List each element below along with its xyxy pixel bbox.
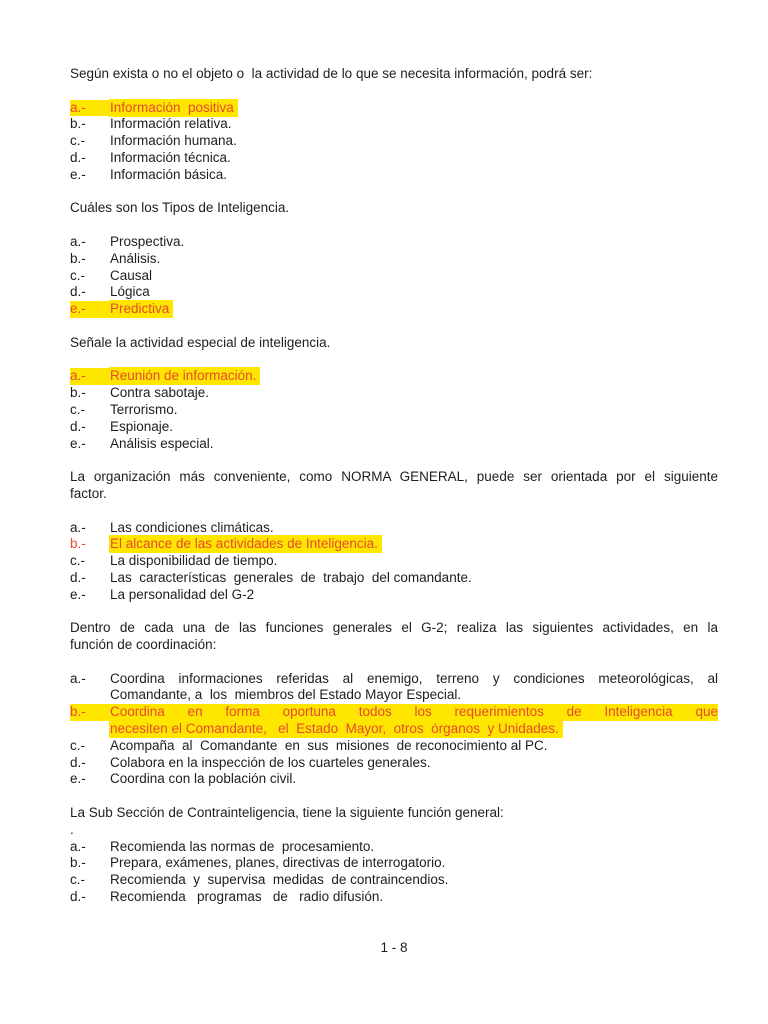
- option-row-highlighted-answer: [70, 368, 718, 385]
- option-line: Espionaje.: [110, 418, 174, 434]
- question-prompt-line: La Sub Sección de Contrainteligencia, tiene la siguiente función general:: [70, 805, 504, 821]
- option-row: [70, 520, 718, 537]
- question-prompt: [70, 200, 718, 217]
- option-label: a.-: [70, 100, 110, 117]
- option-text: [110, 738, 718, 755]
- option-row: [70, 872, 718, 889]
- page-number: 1 - 8: [380, 939, 408, 955]
- highlighted-answer-line: [110, 368, 718, 385]
- question-block: [70, 200, 718, 318]
- option-text: [110, 704, 718, 738]
- option-row: [70, 855, 718, 872]
- option-label: d.-: [70, 284, 86, 300]
- option-text: [110, 167, 718, 184]
- option-line: Acompaña al Comandante en sus misiones de reconocimiento al PC.: [110, 737, 548, 753]
- option-text: [110, 234, 718, 251]
- option-text: [110, 284, 718, 301]
- option-label: c.-: [70, 401, 85, 417]
- highlighted-answer-line: [110, 721, 718, 738]
- option-label: d.-: [70, 418, 86, 434]
- option-label: b.-: [70, 704, 110, 721]
- question-block: [70, 805, 718, 906]
- option-label: b.-: [70, 116, 86, 132]
- option-label: e.-: [70, 586, 86, 602]
- highlighted-answer-line: [110, 301, 718, 318]
- question-prompt: [70, 620, 718, 654]
- option-label: b.-: [70, 385, 86, 401]
- option-line: Coordina informaciones referidas al enemigo, terreno y condiciones meteorológicas, al: [110, 670, 718, 686]
- options-list: [70, 234, 718, 318]
- options-list: [70, 100, 718, 184]
- document-content: [70, 66, 718, 957]
- option-row: [70, 402, 718, 419]
- option-row: [70, 587, 718, 604]
- option-text: [110, 251, 718, 268]
- option-row: [70, 251, 718, 268]
- option-text: [110, 889, 718, 906]
- option-line: Análisis.: [110, 250, 161, 266]
- option-label: c.-: [70, 737, 85, 753]
- option-line: La personalidad del G-2: [110, 586, 255, 602]
- option-text: [110, 839, 718, 856]
- option-row: [70, 116, 718, 133]
- option-label: d.-: [70, 149, 86, 165]
- option-line: Coordina con la población civil.: [110, 771, 297, 787]
- option-line: Las condiciones climáticas.: [110, 519, 274, 535]
- option-line: Prepara, exámenes, planes, directivas de interrogatorio.: [110, 855, 446, 871]
- question-prompt-line: función de coordinación:: [70, 637, 217, 653]
- option-row: [70, 839, 718, 856]
- question-block: [70, 620, 718, 788]
- option-line: Contra sabotaje.: [110, 385, 210, 401]
- option-label: d.-: [70, 889, 86, 905]
- option-row: [70, 167, 718, 184]
- option-text: [110, 402, 718, 419]
- option-label: a.-: [70, 368, 110, 385]
- option-line: Información básica.: [110, 166, 228, 182]
- highlighted-answer-line: Coordina en forma oportuna todos los requerimientos de Inteligencia que: [110, 704, 718, 720]
- question-block: [70, 335, 718, 453]
- options-list: [70, 839, 718, 906]
- option-label: a.-: [70, 670, 86, 686]
- highlight-mark: El alcance de las actividades de Inteligencia.: [109, 535, 382, 553]
- option-text: [110, 436, 718, 453]
- option-row-highlighted-answer: [70, 704, 718, 738]
- option-line: Recomienda y supervisa medidas de contraincendios.: [110, 872, 449, 888]
- option-row: [70, 133, 718, 150]
- option-row: [70, 150, 718, 167]
- option-line: Recomienda las normas de procesamiento.: [110, 838, 375, 854]
- option-label: e.-: [70, 166, 86, 182]
- question-prompt: [70, 335, 718, 352]
- option-row: [70, 671, 718, 705]
- question-prompt-line: Cuáles son los Tipos de Inteligencia.: [70, 200, 290, 216]
- option-row: [70, 738, 718, 755]
- question-prompt: [70, 469, 718, 503]
- option-label: c.-: [70, 553, 85, 569]
- option-text: [110, 368, 718, 385]
- highlight-mark: Reunión de información.: [109, 367, 260, 385]
- option-line: Comandante, a los miembros del Estado Mayor Especial.: [110, 687, 462, 703]
- option-text: [110, 872, 718, 889]
- option-line: Prospectiva.: [110, 233, 185, 249]
- option-row: [70, 771, 718, 788]
- question-prompt-line: Señale la actividad especial de inteligencia.: [70, 334, 331, 350]
- option-line: La disponibilidad de tiempo.: [110, 553, 278, 569]
- option-row: [70, 436, 718, 453]
- option-row: [70, 553, 718, 570]
- option-line: Información humana.: [110, 133, 237, 149]
- option-line: Causal: [110, 267, 153, 283]
- question-prompt-line: La organización más conveniente, como NORMA GENERAL, puede ser orientada por el siguiente: [70, 469, 718, 485]
- option-row: [70, 419, 718, 436]
- option-text: [110, 301, 718, 318]
- option-label: e.-: [70, 771, 86, 787]
- option-text: [110, 520, 718, 537]
- option-row: [70, 268, 718, 285]
- option-text: [110, 570, 718, 587]
- option-row: [70, 570, 718, 587]
- option-label: e.-: [70, 301, 110, 318]
- option-row-highlighted-answer: [70, 100, 718, 117]
- option-line: Recomienda programas de radio difusión.: [110, 889, 384, 905]
- option-text: [110, 771, 718, 788]
- option-row: [70, 889, 718, 906]
- option-label: b.-: [70, 250, 86, 266]
- options-list: [70, 671, 718, 789]
- highlighted-answer-line: [110, 100, 718, 117]
- question-block: [70, 66, 718, 184]
- question-prompt-line: .: [70, 821, 74, 837]
- option-text: [110, 855, 718, 872]
- option-row: [70, 284, 718, 301]
- option-text: [110, 587, 718, 604]
- option-line: Información técnica.: [110, 149, 231, 165]
- options-list: [70, 368, 718, 452]
- option-label: d.-: [70, 569, 86, 585]
- option-label: a.-: [70, 233, 86, 249]
- option-text: [110, 268, 718, 285]
- option-label: b.-: [70, 536, 86, 552]
- question-prompt-line: factor.: [70, 485, 107, 501]
- option-text: [110, 553, 718, 570]
- option-text: [110, 419, 718, 436]
- option-row-highlighted-answer: [70, 301, 718, 318]
- option-text: [110, 536, 718, 553]
- question-prompt: [70, 805, 718, 839]
- option-row-highlighted-answer: [70, 536, 718, 553]
- options-list: [70, 520, 718, 604]
- option-label: c.-: [70, 267, 85, 283]
- option-text: [110, 116, 718, 133]
- option-line: Análisis especial.: [110, 435, 214, 451]
- option-label: b.-: [70, 855, 86, 871]
- option-line: Información relativa.: [110, 116, 232, 132]
- option-line: Lógica: [110, 284, 150, 300]
- option-row: [70, 234, 718, 251]
- question-prompt: [70, 66, 718, 83]
- option-text: [110, 671, 718, 705]
- option-text: [110, 755, 718, 772]
- question-block: [70, 469, 718, 603]
- option-label: a.-: [70, 519, 86, 535]
- option-line: Las características generales de trabajo del comandante.: [110, 569, 472, 585]
- option-label: c.-: [70, 133, 85, 149]
- question-prompt-line: Según exista o no el objeto o la actividad de lo que se necesita información, podrá ser:: [70, 66, 593, 81]
- option-text: [110, 385, 718, 402]
- highlight-mark: necesiten el Comandante, el Estado Mayor, otros órganos y Unidades.: [109, 720, 563, 738]
- option-text: [110, 150, 718, 167]
- option-text: [110, 100, 718, 117]
- option-text: [110, 133, 718, 150]
- question-prompt-line: Dentro de cada una de las funciones generales el G-2; realiza las siguientes actividades, en la: [70, 620, 718, 636]
- option-label: e.-: [70, 435, 86, 451]
- option-label: d.-: [70, 754, 86, 770]
- option-label: a.-: [70, 838, 86, 854]
- option-row: [70, 385, 718, 402]
- option-label: c.-: [70, 872, 85, 888]
- option-line: Colabora en la inspección de los cuarteles generales.: [110, 754, 431, 770]
- option-line: Terrorismo.: [110, 401, 178, 417]
- option-row: [70, 755, 718, 772]
- highlight-mark: Predictiva: [109, 300, 173, 318]
- highlighted-answer-line: [110, 536, 718, 553]
- highlight-mark: Información positiva: [109, 99, 238, 117]
